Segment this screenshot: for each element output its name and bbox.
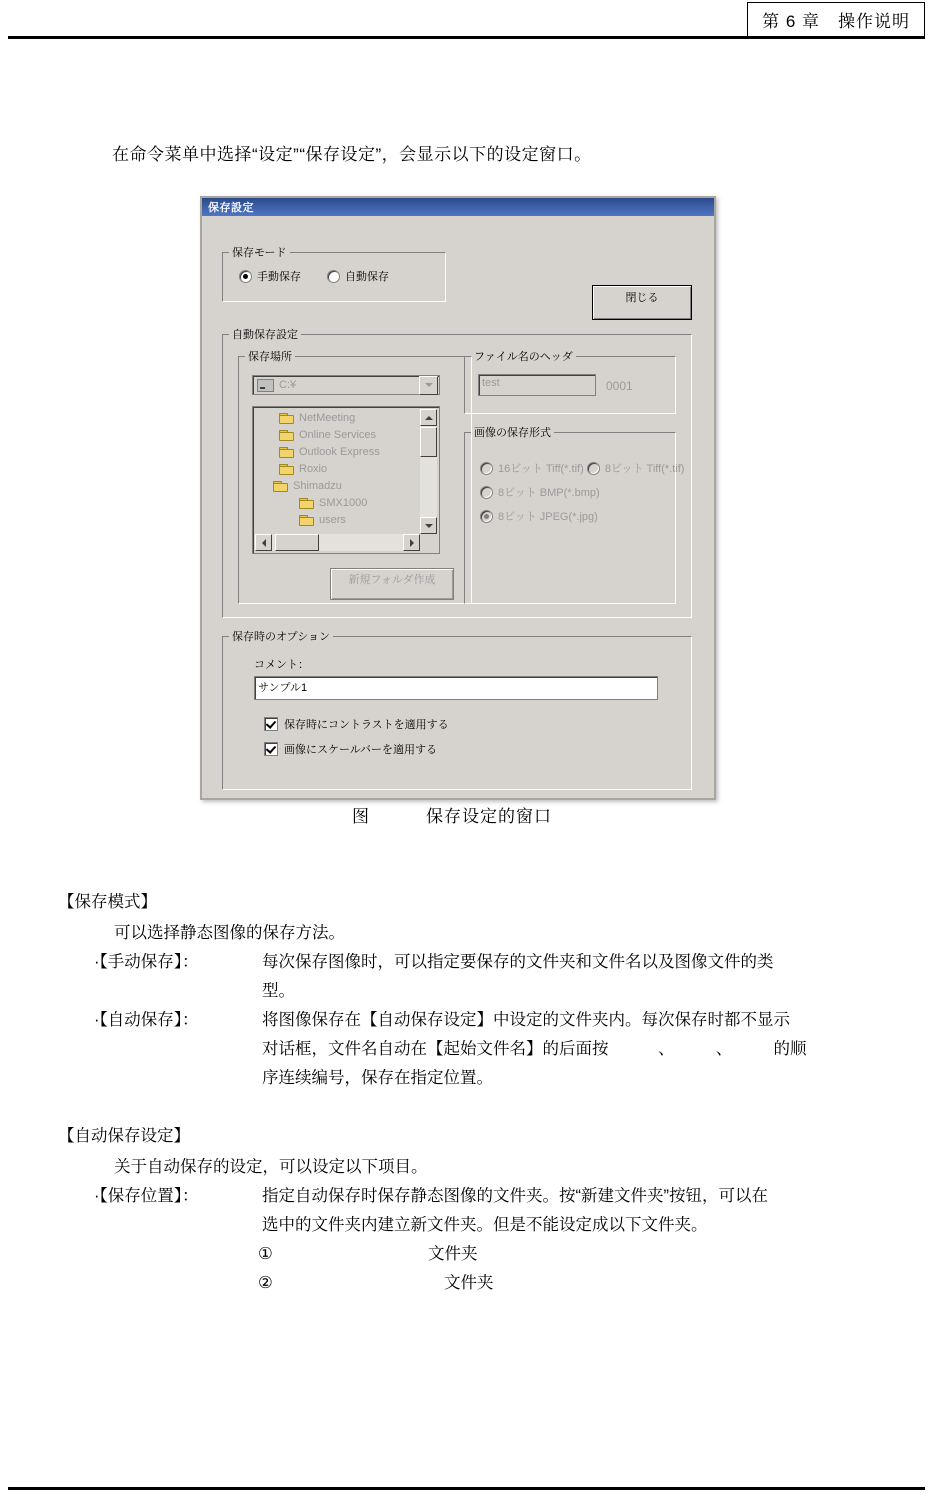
radio-label-tiff16: 16ビット Tiff(*.tif) [498, 463, 584, 475]
radio-label-tiff8: 8ビット Tiff(*.tif) [604, 463, 685, 475]
scroll-down-icon[interactable] [420, 517, 437, 534]
radio-icon-auto [327, 270, 340, 283]
section1-heading: 【保存模式】 [58, 893, 157, 911]
checkbox-label-contrast: 保存時にコントラストを適用する [284, 719, 449, 731]
body-text [58, 888, 888, 1298]
new-folder-button[interactable]: 新規フォルダ作成 [330, 568, 454, 600]
checkbox-apply-scalebar[interactable] [264, 741, 449, 757]
tree-item[interactable] [255, 511, 420, 528]
auto-save-legend: 自動保存設定 [232, 329, 298, 341]
tree-item[interactable] [255, 409, 420, 426]
tree-item-label: Roxio [299, 462, 328, 475]
section1-lead: 可以选择静态图像的保存方法。 [114, 924, 345, 942]
scroll-right-icon[interactable] [403, 534, 420, 551]
section1-item-1-term: ·【自动保存】： [94, 1011, 199, 1029]
radio-label-manual: 手動保存 [257, 271, 301, 283]
comment-label: コメント： [254, 659, 309, 671]
drive-icon [257, 379, 274, 392]
section2-numbered-1-text: 文件夹 [444, 1274, 494, 1292]
folder-icon [279, 446, 295, 458]
radio-format-bmp8[interactable] [480, 480, 600, 504]
tree-horizontal-scrollbar[interactable] [255, 534, 420, 551]
drive-combo-value: C:¥ [279, 379, 297, 391]
tree-item-label: Shimadzu [293, 479, 342, 492]
section2-item-0-line-0: 指定自动保存时保存静态图像的文件夹。按“新建文件夹”按钮，可以在 [262, 1187, 768, 1205]
tree-item[interactable] [255, 426, 420, 443]
intro-paragraph: 在命令菜单中选择“设定”“保存设定”，会显示以下的设定窗口。 [112, 145, 592, 164]
section2-item-0 [94, 1182, 888, 1240]
dialog-body [202, 216, 714, 798]
figure-caption-text: 保存设定的窗口 [426, 807, 552, 826]
filename-header-input[interactable]: test [478, 374, 596, 396]
section2-numbered-0-text: 文件夹 [428, 1245, 478, 1263]
section1-item-0-line-0: 每次保存图像时，可以指定要保存的文件夹和文件名以及图像文件的类 [262, 953, 774, 971]
section2-numbered-0-num: ① [258, 1245, 273, 1263]
page-header [0, 0, 933, 38]
tree-item-label: NetMeeting [299, 411, 356, 424]
radio-format-tiff16[interactable] [480, 456, 584, 480]
drive-combo[interactable] [252, 375, 440, 395]
tree-item-selected[interactable] [255, 477, 420, 494]
vertical-scroll-thumb[interactable] [420, 427, 437, 457]
scroll-left-icon[interactable] [255, 534, 272, 551]
tree-item[interactable] [255, 494, 420, 511]
figure-caption-prefix: 图 [352, 807, 370, 826]
comment-input[interactable]: サンプル1 [254, 676, 658, 700]
section2-heading: 【自动保存设定】 [58, 1127, 190, 1145]
section1-item-1-line-1: 对话框，文件名自动在【起始文件名】的后面按 、 、 的顺 [262, 1040, 807, 1058]
checkbox-icon-scalebar [264, 742, 278, 756]
folder-icon [279, 429, 295, 441]
radio-format-jpeg8[interactable] [480, 504, 598, 528]
checkbox-icon-contrast [264, 717, 278, 731]
tree-item-label: SMX1000 [319, 496, 368, 509]
folder-tree[interactable] [252, 406, 440, 554]
dialog-title: 保存設定 [208, 202, 254, 214]
horizontal-scroll-thumb[interactable] [275, 534, 319, 551]
folder-icon [299, 497, 315, 509]
folder-icon [279, 463, 295, 475]
section1-item-1-line-0: 将图像保存在【自动保存设定】中设定的文件夹内。每次保存时都不显示 [262, 1011, 790, 1029]
section1-item-1 [94, 1006, 888, 1093]
chapter-label [747, 2, 925, 38]
tree-item-label: Online Services [299, 428, 377, 441]
radio-label-auto: 自動保存 [345, 271, 389, 283]
radio-manual-save[interactable] [239, 268, 301, 284]
footer-divider [8, 1487, 925, 1490]
tree-item[interactable] [255, 460, 420, 477]
scroll-up-icon[interactable] [420, 409, 437, 426]
figure-caption [352, 802, 552, 827]
tree-item[interactable] [255, 443, 420, 460]
folder-icon [299, 514, 315, 526]
filename-counter: 0001 [606, 379, 633, 393]
dialog-titlebar [202, 198, 714, 216]
chevron-down-icon[interactable] [419, 376, 438, 395]
section2-lead: 关于自动保存的设定，可以设定以下项目。 [114, 1158, 428, 1176]
filename-header-legend: ファイル名のヘッダ [474, 351, 573, 363]
folder-icon [279, 412, 295, 424]
scrollbar-corner [420, 534, 437, 551]
image-format-legend: 画像の保存形式 [474, 427, 551, 439]
radio-icon-tiff8 [587, 462, 600, 475]
radio-icon-manual [239, 270, 252, 283]
chapter-title: 操作说明 [838, 12, 910, 31]
section1-item-0-line-1: 型。 [262, 982, 295, 1000]
save-location-legend: 保存場所 [248, 351, 292, 363]
save-options-legend: 保存時のオプション [232, 631, 331, 643]
radio-format-tiff8[interactable] [587, 456, 685, 480]
folder-tree-list [255, 409, 420, 534]
radio-label-jpeg8: 8ビット JPEG(*.jpg) [498, 511, 598, 523]
save-mode-group [222, 244, 446, 302]
radio-icon-bmp8 [480, 486, 493, 499]
radio-label-bmp8: 8ビット BMP(*.bmp) [498, 487, 600, 499]
folder-open-icon [273, 480, 289, 492]
section2-item-0-term: ·【保存位置】： [94, 1187, 199, 1205]
tree-vertical-scrollbar[interactable] [420, 409, 437, 534]
save-settings-dialog [200, 196, 716, 800]
chapter-number: 第 6 章 [762, 12, 820, 31]
section1-item-1-line-2: 序连续编号，保存在指定位置。 [262, 1069, 493, 1087]
section2-numbered-0 [258, 1240, 888, 1269]
section2-numbered-1 [258, 1269, 888, 1298]
radio-icon-tiff16 [480, 462, 493, 475]
section1-item-0-term: ·【手动保存】： [94, 953, 199, 971]
checkbox-apply-contrast[interactable] [264, 716, 449, 732]
section2-item-0-line-1: 选中的文件夹内建立新文件夹。但是不能设定成以下文件夹。 [262, 1216, 708, 1234]
checkbox-label-scalebar: 画像にスケールバーを適用する [284, 744, 438, 756]
tree-item-label: Outlook Express [299, 445, 380, 458]
tree-item-label: users [319, 513, 346, 526]
radio-auto-save[interactable] [327, 268, 389, 284]
save-mode-legend: 保存モード [232, 247, 287, 259]
radio-icon-jpeg8 [480, 510, 493, 523]
header-divider [8, 36, 925, 39]
close-button[interactable]: 閉じる [592, 285, 692, 320]
section2-numbered-1-num: ② [258, 1274, 273, 1292]
section1-item-0 [94, 948, 888, 1006]
